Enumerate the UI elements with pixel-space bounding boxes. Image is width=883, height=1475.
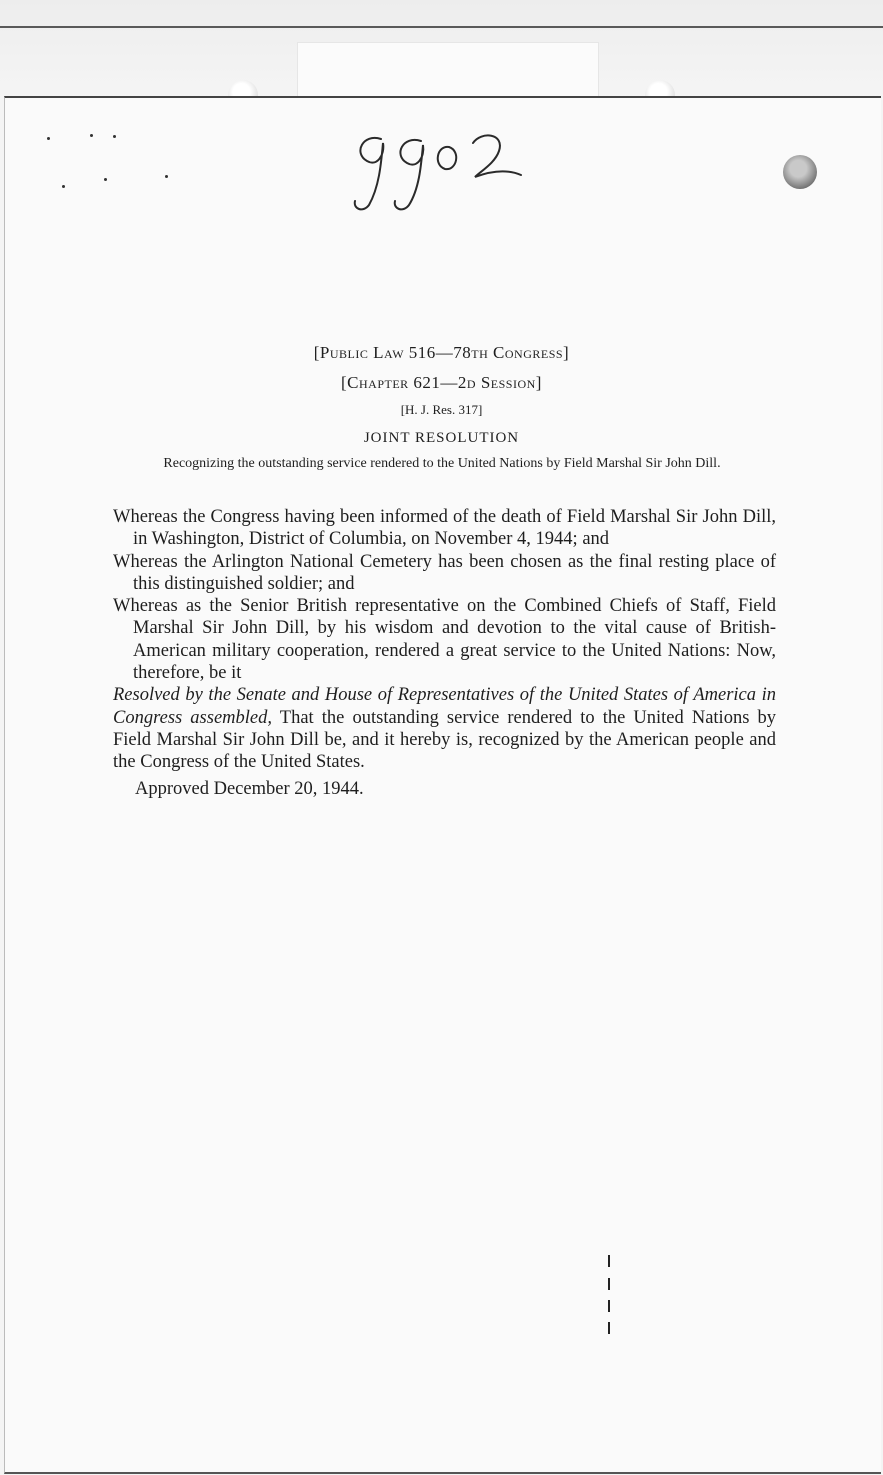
document-type-heading: JOINT RESOLUTION <box>363 430 520 446</box>
scan-speck <box>608 1255 610 1267</box>
resolution-paragraph <box>113 684 776 773</box>
whereas-clause-2: Whereas the Arlington National Cemetery has been chosen as the final resting place of this distinguished soldier; and <box>113 551 776 594</box>
scan-speck <box>113 135 116 138</box>
resolution-body <box>113 506 776 800</box>
binder-hole <box>783 155 817 189</box>
scan-edge-line <box>0 26 883 28</box>
handwritten-file-number <box>345 125 525 220</box>
scan-speck <box>104 178 107 181</box>
whereas-clause-1: Whereas the Congress having been informed of the death of Field Marshal Sir John Dill, in Washington, District of Columbia, on November 4, 1944; and <box>113 507 776 550</box>
scan-speck <box>608 1322 610 1334</box>
public-law-heading: [Public Law 516—78th Congress] <box>313 343 570 362</box>
scan-speck <box>47 137 50 140</box>
scan-speck <box>62 185 65 188</box>
scan-speck <box>165 175 168 178</box>
scan-speck <box>90 134 93 137</box>
resolution-text: That the outstanding service rendered to the United Nations by Field Marshal Sir John Dill be, and it hereby is, recognized by the American people and the Congress of the United States. <box>113 707 776 773</box>
scan-speck <box>608 1300 610 1312</box>
resolution-number: [H. J. Res. 317] <box>400 402 483 417</box>
whereas-clause-3: Whereas as the Senior British representative on the Combined Chiefs of Staff, Field Marshal Sir John Dill, by his wisdom and devotion to the vital cause of British-American military cooperation, rendered a great service to the United Nations: Now, therefore, be it <box>113 596 776 684</box>
resolving-clause: Resolved by the Senate and House of Representatives of the United States of America in Congress assembled, <box>113 685 776 728</box>
purpose-statement: Recognizing the outstanding service rendered to the United Nations by Field Marshal Sir John Dill. <box>163 456 721 471</box>
chapter-heading: [Chapter 621—2d Session] <box>341 373 542 392</box>
scan-speck <box>608 1278 610 1290</box>
approval-date: Approved December 20, 1944. <box>135 778 364 799</box>
